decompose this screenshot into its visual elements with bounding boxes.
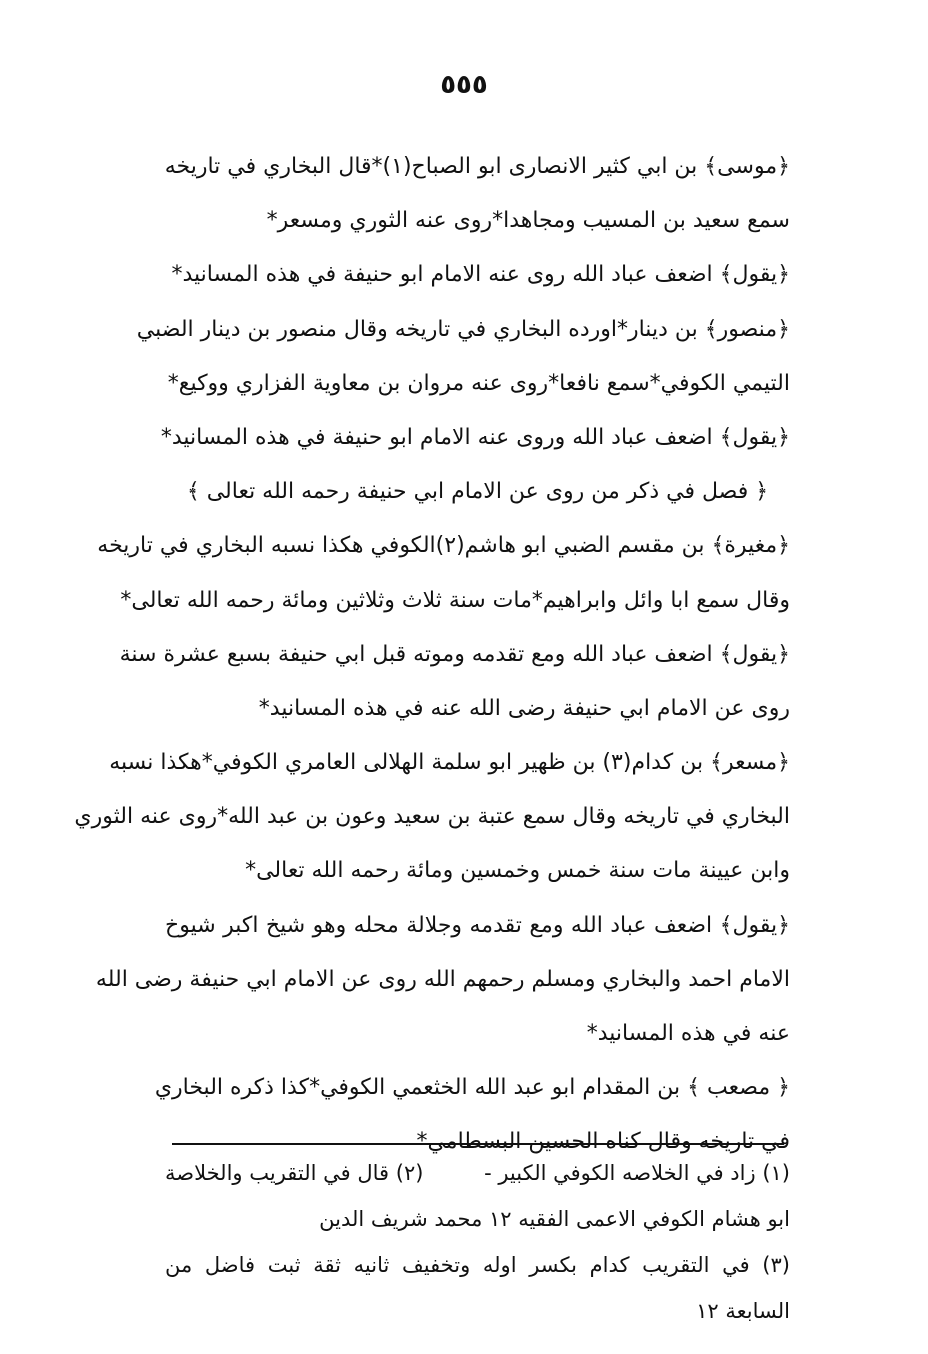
text-line: ﴿يقول﴾ اضعف عباد الله روى عنه الامام ابو حنيفة في هذه المسانيد*	[171, 262, 790, 288]
text-line: البخاري في تاريخه وقال سمع عتبة بن سعيد وعون بن عبد الله*روى عنه الثوري	[74, 804, 790, 830]
text-line: ﴿موسى﴾ بن ابي كثير الانصارى ابو الصباح(١)*قال البخاري في تاريخه	[164, 154, 790, 179]
footnote-1: (١) زاد في الخلاصه الكوفي الكبير -	[484, 1161, 790, 1185]
main-text	[74, 140, 790, 1170]
text-line: في تاريخه وقال كناه الحسين البسطامي*	[416, 1129, 790, 1155]
text-line: ﴿منصور﴾ بن دينار*اورده البخاري في تاريخه وقال منصور بن دينار الضبي	[136, 316, 790, 342]
text-line: الامام احمد والبخاري ومسلم رحمهم الله روى عن الامام ابي حنيفة رضى الله	[95, 966, 790, 992]
text-line: ﴿يقول﴾ اضعف عباد الله ومع تقدمه وموته قبل ابي حنيفة بسبع عشرة سنة	[119, 641, 790, 667]
footnote-3-continued: السابعة ١٢	[696, 1299, 790, 1323]
text-line: التيمي الكوفي*سمع نافعا*روى عنه مروان بن معاوية الفزاري ووكيع*	[167, 370, 790, 396]
text-line: ﴿مسعر﴾ بن كدام(٣) بن ظهير ابو سلمة الهلالى العامري الكوفي*هكذا نسبه	[109, 750, 790, 776]
section-heading: ﴿ فصل في ذكر من روى عن الامام ابي حنيفة رحمه الله تعالى ﴾	[186, 479, 769, 505]
footnotes	[165, 1150, 790, 1334]
text-line: ﴿يقول﴾ اضعف عباد الله وروى عنه الامام ابو حنيفة في هذه المسانيد*	[160, 424, 790, 450]
footnote-divider	[172, 1143, 784, 1145]
footnote-3: (٣) في التقريب كدام بكسر اوله وتخفيف ثانيه ثقة ثبت فاضل من	[165, 1253, 790, 1277]
text-line: وقال سمع ابا وائل وابراهيم*مات سنة ثلاث وثلاثين ومائة رحمه الله تعالى*	[120, 587, 790, 613]
footnote-2-continued: ابو هشام الكوفي الاعمى الفقيه ١٢ محمد شريف الدين	[319, 1207, 790, 1231]
text-line: سمع سعيد بن المسيب ومجاهدا*روى عنه الثوري ومسعر*	[266, 208, 790, 234]
footnote-row	[165, 1150, 790, 1196]
text-line: روى عن الامام ابي حنيفة رضى الله عنه في هذه المسانيد*	[258, 695, 790, 721]
text-line: ﴿مغيرة﴾ بن مقسم الضبي ابو هاشم(٢)الكوفي هكذا نسبه البخاري في تاريخه	[97, 533, 790, 559]
text-line: ﴿يقول﴾ اضعف عباد الله ومع تقدمه وجلالة محله وهو شيخ اكبر شيوخ	[165, 912, 790, 938]
footnote-2: (٢) قال في التقريب والخلاصة	[165, 1161, 424, 1185]
text-line: عنه في هذه المسانيد*	[586, 1021, 790, 1046]
text-line: ﴿ مصعب ﴾ بن المقدام ابو عبد الله الخثعمي الكوفي*كذا ذكره البخاري	[154, 1075, 790, 1101]
text-line: وابن عيينة مات سنة خمس وخمسين ومائة رحمه الله تعالى*	[245, 858, 790, 884]
page-number: ٥٥٥	[440, 70, 488, 100]
